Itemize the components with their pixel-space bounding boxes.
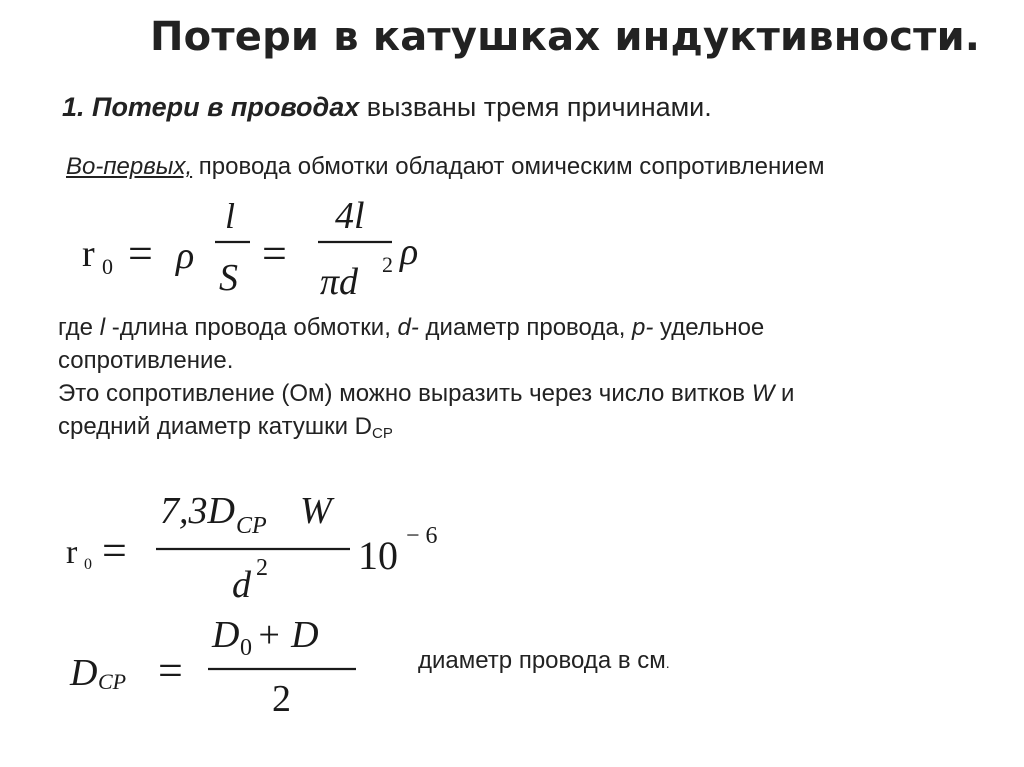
f2-num-sub: CP	[236, 513, 267, 539]
f1-den1: S	[219, 257, 238, 299]
f2-num: 7,3D	[160, 490, 235, 532]
formula-resistance	[70, 190, 450, 310]
diameter-note	[418, 647, 670, 675]
f2-eq: =	[102, 526, 127, 575]
f2-num-w: W	[300, 490, 332, 532]
point-2-text: провода обмотки обладают омическим сопротивлением	[192, 153, 825, 180]
f1-eq2: =	[262, 229, 287, 278]
text-span: и	[774, 380, 795, 407]
page-title: Потери в катушках индуктивности.	[150, 14, 981, 60]
text-span: удельное	[653, 314, 765, 341]
text-span: Это сопротивление (Ом) можно выразить через число витков	[58, 380, 752, 407]
text-span: где	[58, 314, 100, 341]
f1-lhs: r	[82, 233, 95, 275]
f1-den2-exp: 2	[382, 252, 393, 277]
f3-lhs-sub: CP	[98, 669, 127, 694]
f1-rho2: ρ	[400, 231, 419, 273]
f3-lhs: D	[70, 652, 98, 694]
f2-tail: 10	[358, 533, 398, 578]
f2-den-exp: 2	[256, 555, 268, 581]
para-line-2: сопротивление.	[58, 347, 234, 374]
f2-den: d	[232, 564, 251, 606]
f3-eq: =	[158, 646, 183, 695]
formula-mean-diameter	[66, 605, 386, 720]
point-2	[66, 153, 825, 181]
f2-lhs-sub: 0	[84, 556, 92, 573]
f1-num2: 4l	[335, 195, 365, 237]
point-1-text: вызваны тремя причинами.	[359, 92, 712, 122]
text-span: -длина провода обмотки,	[105, 314, 398, 341]
f2-tail-exp: − 6	[406, 523, 438, 549]
explanation-paragraph	[58, 311, 998, 450]
text-span: диаметр провода,	[418, 314, 633, 341]
var-w: W	[751, 380, 775, 407]
subscript-cp: CP	[372, 425, 393, 442]
f3-num: D	[212, 614, 240, 656]
point-2-lead: Во-первых,	[66, 153, 193, 180]
f3-den: 2	[272, 678, 291, 720]
var-l: l	[99, 314, 106, 341]
para-line-4	[58, 410, 998, 450]
f1-eq1: =	[128, 229, 153, 278]
para-line-1	[58, 311, 998, 344]
text-span: средний диаметр катушки D	[58, 413, 372, 440]
f1-num1: l	[225, 196, 236, 236]
note-dot: .	[665, 655, 670, 671]
f3-num-rest: + D	[256, 614, 319, 656]
f2-lhs: r	[66, 534, 78, 571]
formula-resistance-turns	[60, 475, 480, 610]
f1-den2: πd	[320, 261, 359, 303]
note-text: диаметр провода в см	[418, 647, 666, 674]
var-p: р-	[632, 314, 654, 341]
point-1	[62, 92, 712, 123]
f3-num-sub: 0	[240, 635, 252, 661]
point-1-lead: 1. Потери в проводах	[62, 92, 360, 122]
f1-rho1: ρ	[176, 235, 195, 277]
f1-lhs-sub: 0	[102, 254, 113, 279]
var-d: d-	[397, 314, 419, 341]
para-line-3	[58, 377, 998, 410]
